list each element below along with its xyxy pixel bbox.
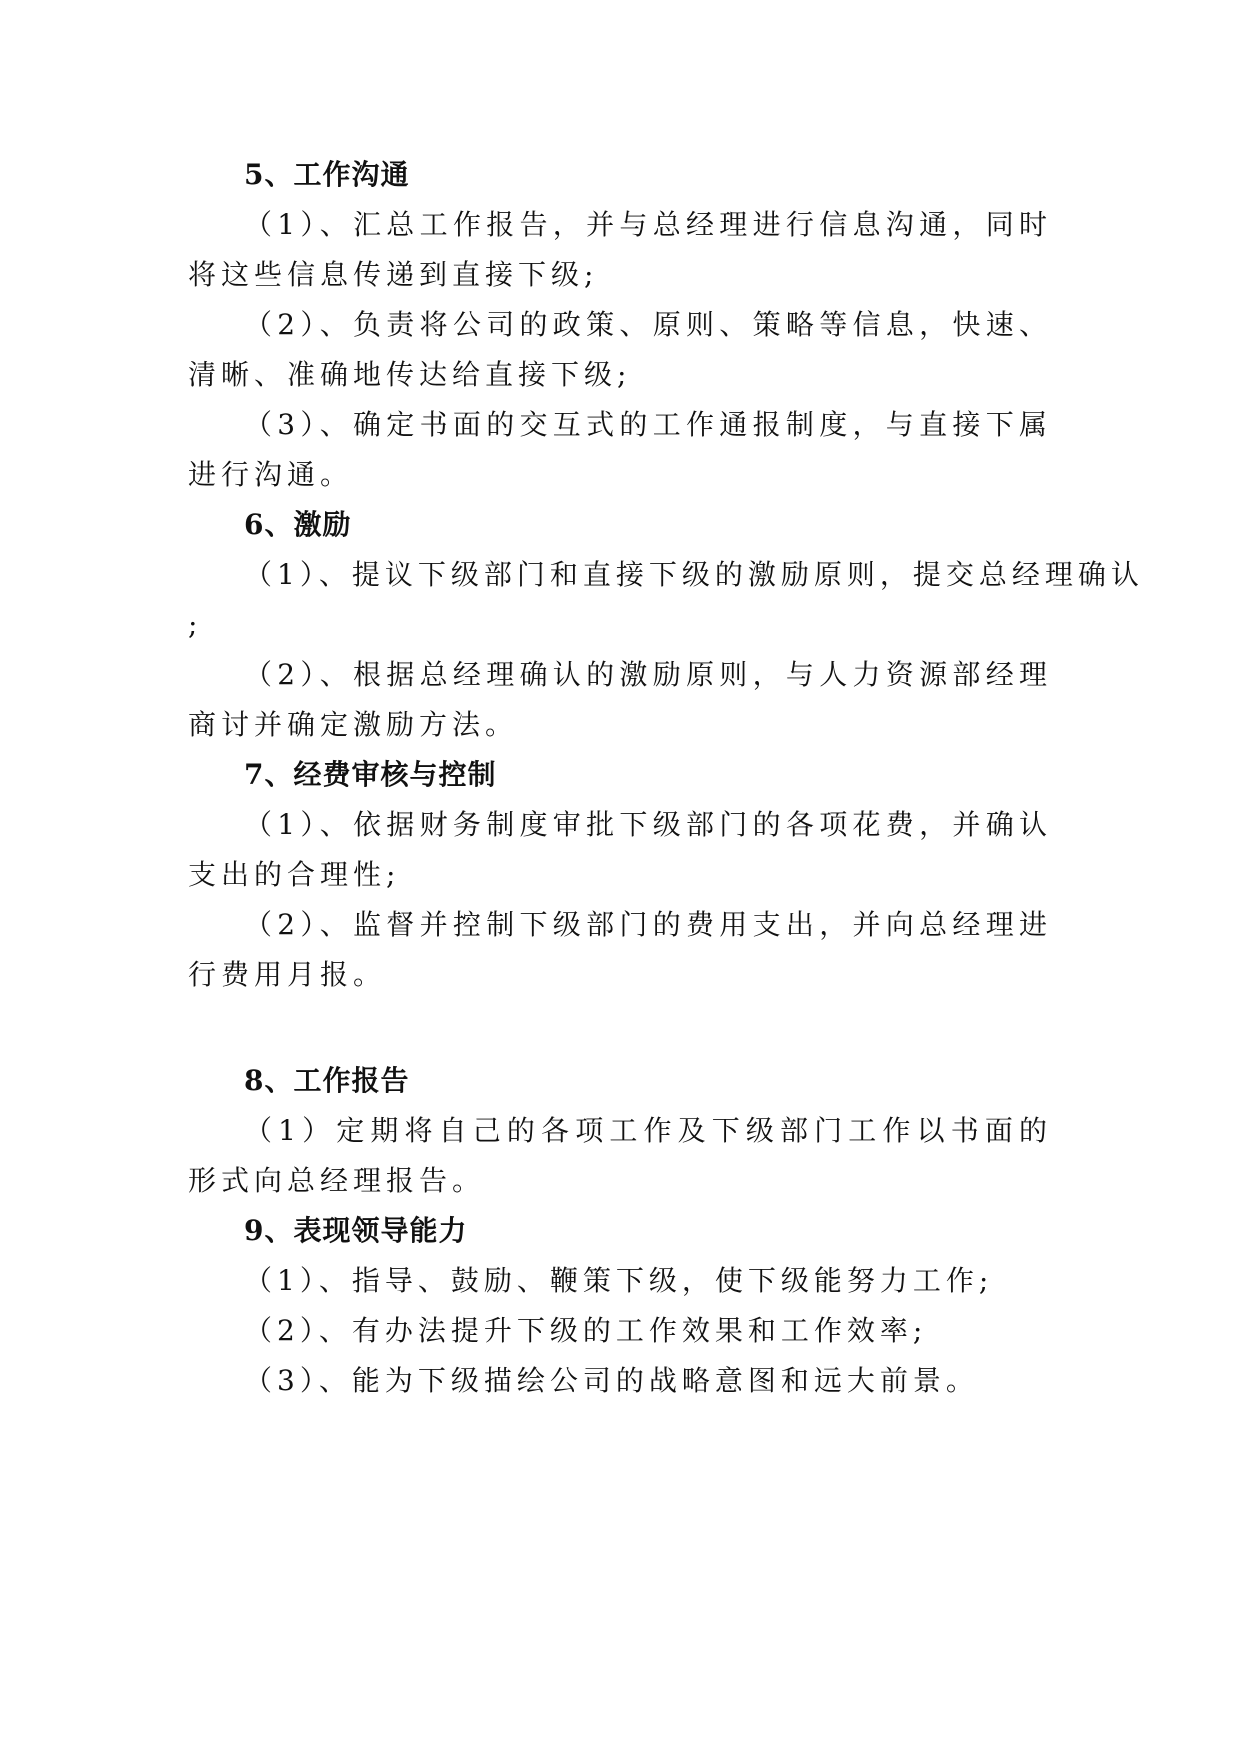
document-page [188, 150, 1144, 1406]
paragraph: （1）、提议下级部门和直接下级的激励原则，提交总经理确认 [244, 558, 1144, 591]
paragraph: （2）、负责将公司的政策、原则、策略等信息，快速、清晰、准确地传达给直接下级; [188, 308, 1052, 391]
section-heading-6: 6、激励 [244, 508, 352, 541]
paragraph: （2）、有办法提升下级的工作效果和工作效率; [244, 1314, 928, 1347]
section-heading-5: 5、工作沟通 [244, 158, 410, 191]
paragraph: （1）、汇总工作报告，并与总经理进行信息沟通，同时将这些信息传递到直接下级; [188, 208, 1052, 291]
blank-line [188, 1000, 1052, 1056]
section-heading-7: 7、经费审核与控制 [244, 758, 497, 791]
paragraph: （1）定期将自己的各项工作及下级部门工作以书面的形式向总经理报告。 [188, 1114, 1052, 1197]
paragraph-continuation: ; [188, 608, 203, 641]
paragraph: （2）、根据总经理确认的激励原则，与人力资源部经理商讨并确定激励方法。 [188, 658, 1052, 741]
section-heading-8: 8、工作报告 [244, 1064, 410, 1097]
paragraph: （2）、监督并控制下级部门的费用支出，并向总经理进行费用月报。 [188, 908, 1052, 991]
section-heading-9: 9、表现领导能力 [244, 1214, 468, 1247]
paragraph: （1）、依据财务制度审批下级部门的各项花费，并确认支出的合理性; [188, 808, 1052, 891]
paragraph: （1）、指导、鼓励、鞭策下级，使下级能努力工作; [244, 1264, 994, 1297]
paragraph: （3）、确定书面的交互式的工作通报制度，与直接下属进行沟通。 [188, 408, 1052, 491]
paragraph: （3）、能为下级描绘公司的战略意图和远大前景。 [244, 1364, 979, 1397]
